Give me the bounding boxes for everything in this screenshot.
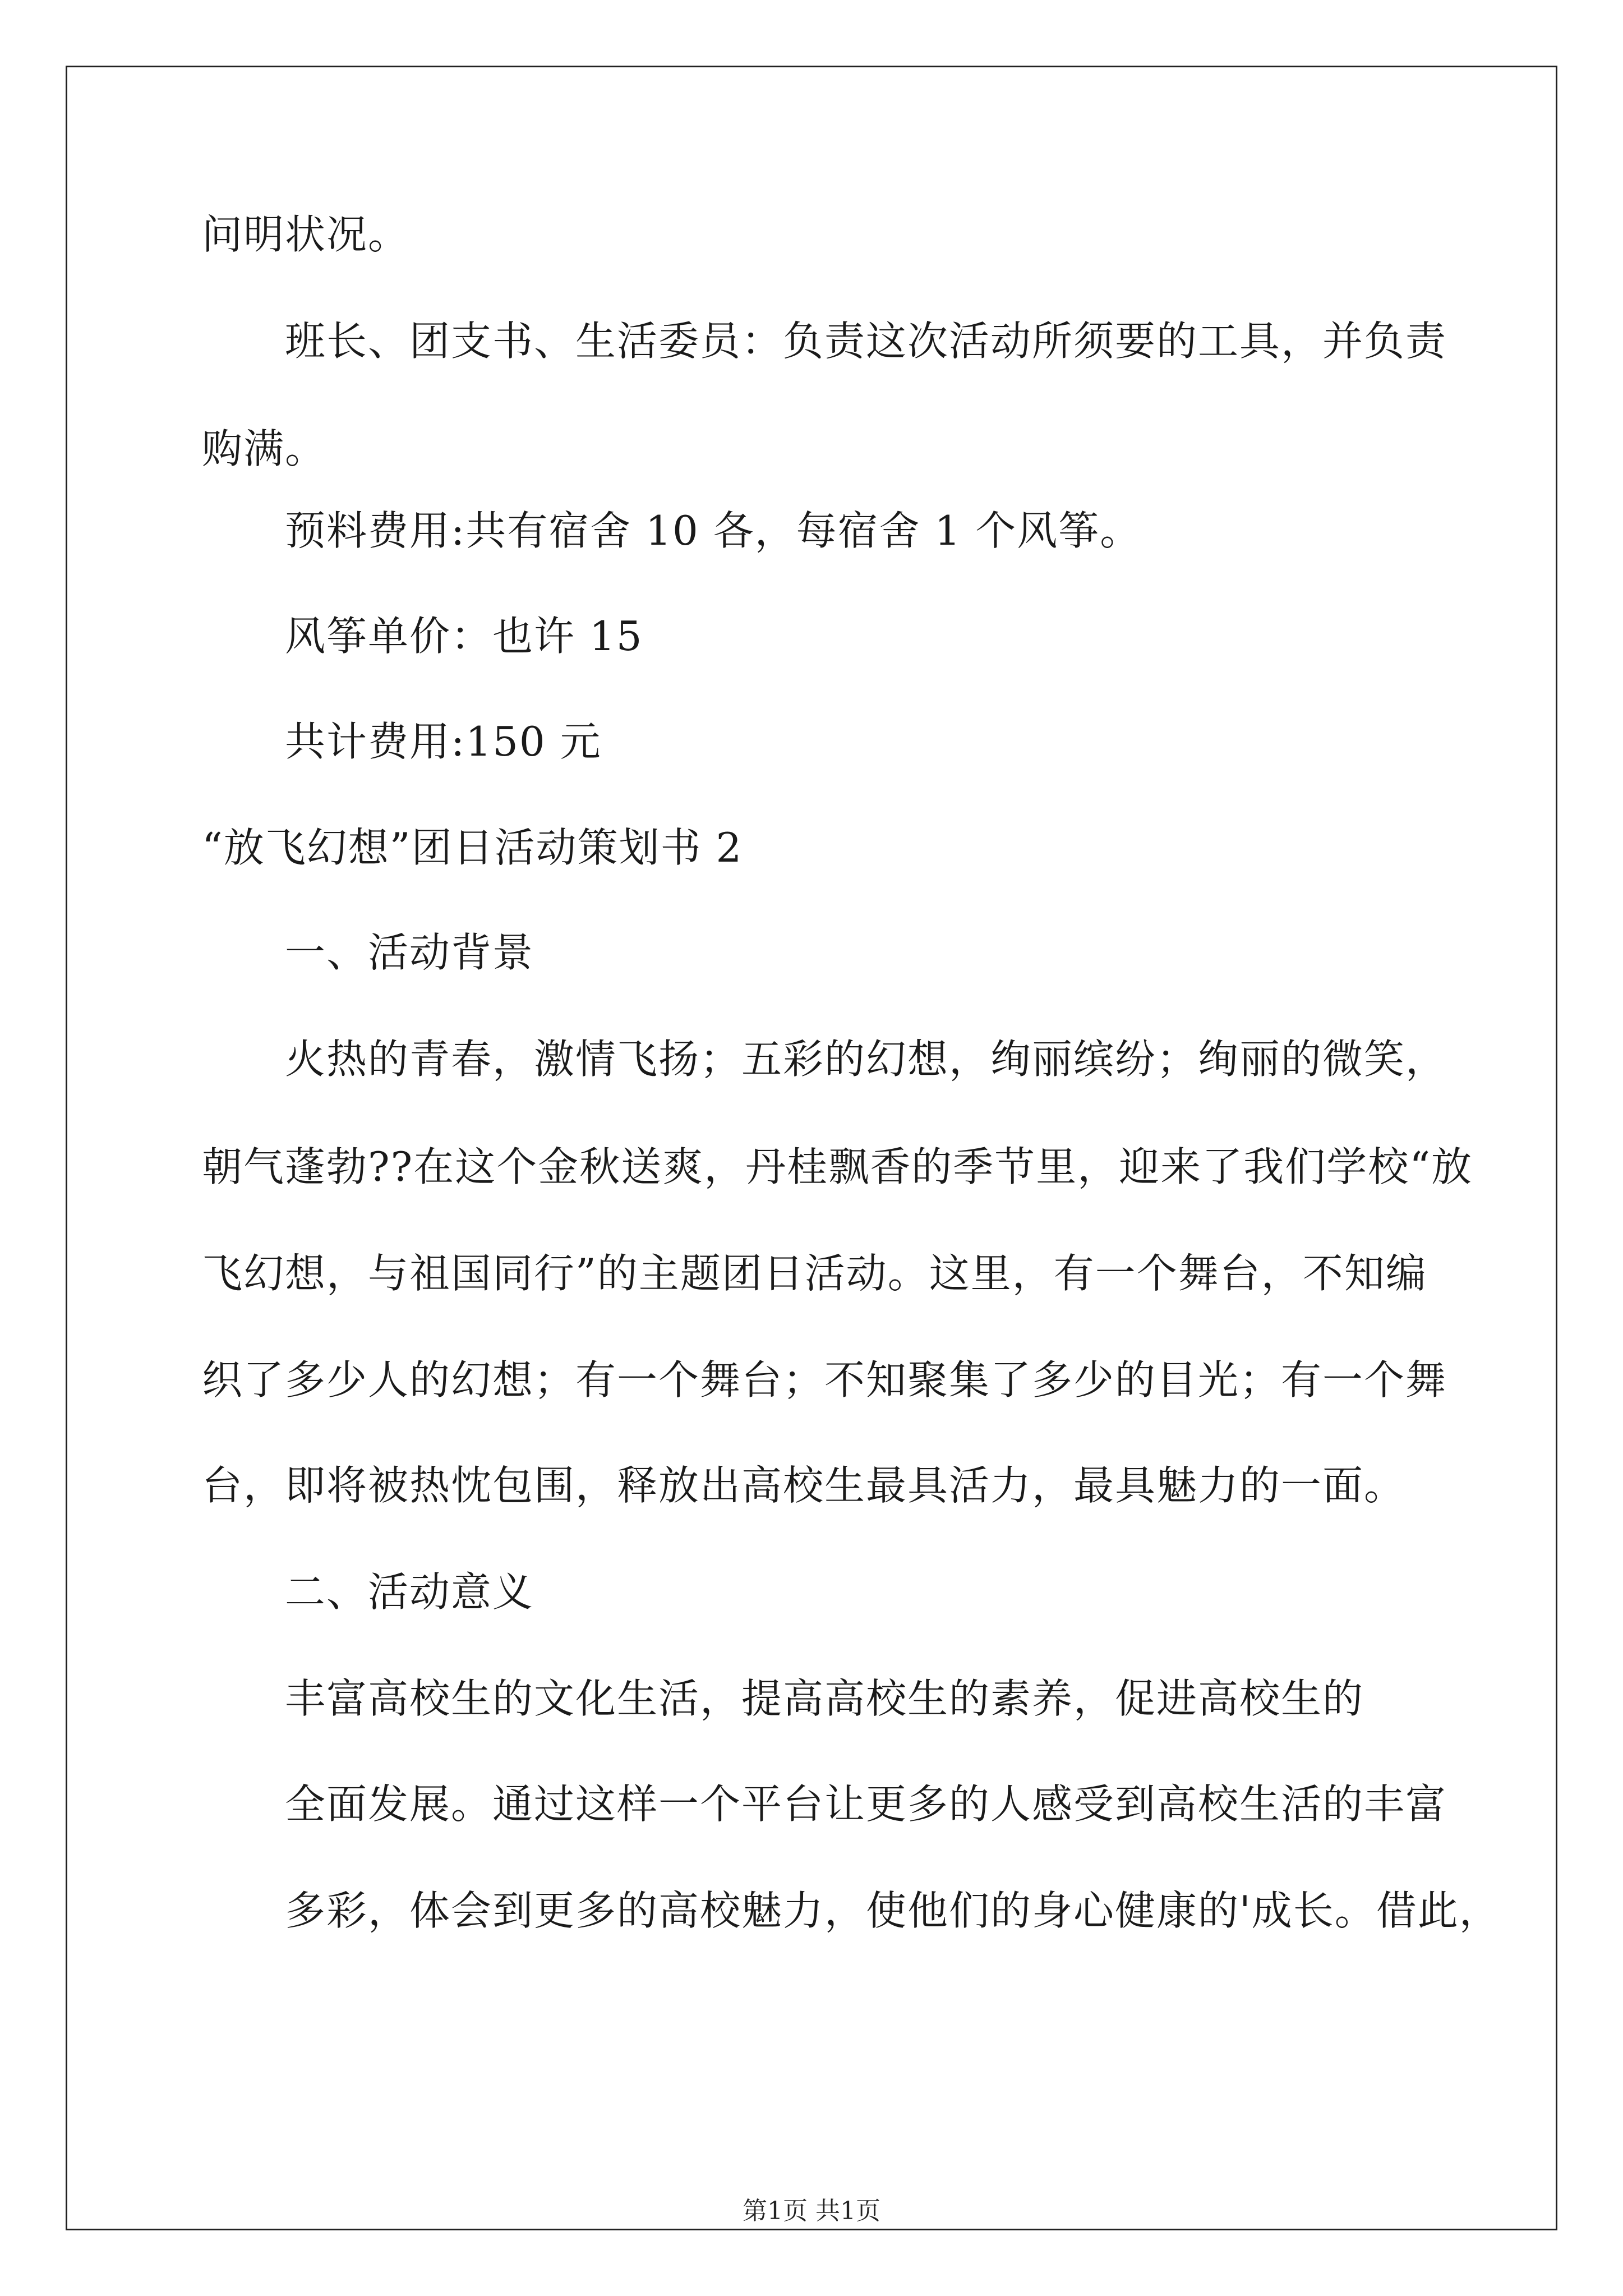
heading-background: 一、活动背景 (285, 929, 534, 976)
text-line-6: 共计费用:150 元 (285, 718, 602, 765)
text-line-12: 织了多少人的幻想；有一个舞台；不知聚集了多少的目光；有一个舞 (202, 1356, 1447, 1404)
text-line-17: 多彩，体会到更多的高校魅力，使他们的身心健康的'成长。借此， (285, 1887, 1501, 1934)
text-line-2: 班长、团支书、生活委员：负责这次活动所须要的工具，并负责 (285, 318, 1447, 365)
text-line-4: 预料费用:共有宿舍 10 各，每宿舍 1 个风筝。 (285, 507, 1142, 554)
text-line-15: 丰富高校生的文化生活，提高高校生的素养，促进高校生的 (285, 1675, 1364, 1722)
text-line-11: 飞幻想，与祖国同行”的主题团日活动。这里，有一个舞台，不知编 (202, 1250, 1427, 1297)
section-title: “放飞幻想”团日活动策划书 2 (202, 824, 743, 871)
text-line-9: 火热的青春，激情飞扬；五彩的幻想，绚丽缤纷；绚丽的微笑， (285, 1036, 1447, 1083)
text-line-10: 朝气蓬勃??在这个金秋送爽，丹桂飘香的季节里，迎来了我们学校“放 (202, 1143, 1473, 1190)
heading-significance: 二、活动意义 (285, 1568, 534, 1616)
text-line-3: 购满。 (202, 425, 327, 472)
text-line-16: 全面发展。通过这样一个平台让更多的人感受到高校生活的丰富 (285, 1780, 1447, 1828)
text-line-1: 问明状况。 (202, 211, 410, 258)
page-footer: 第1页 共1页 (743, 2197, 880, 2225)
text-line-13: 台，即将被热忱包围，释放出高校生最具活力，最具魅力的一面。 (202, 1462, 1406, 1509)
text-line-5: 风筝单价：也许 15 (285, 613, 643, 660)
